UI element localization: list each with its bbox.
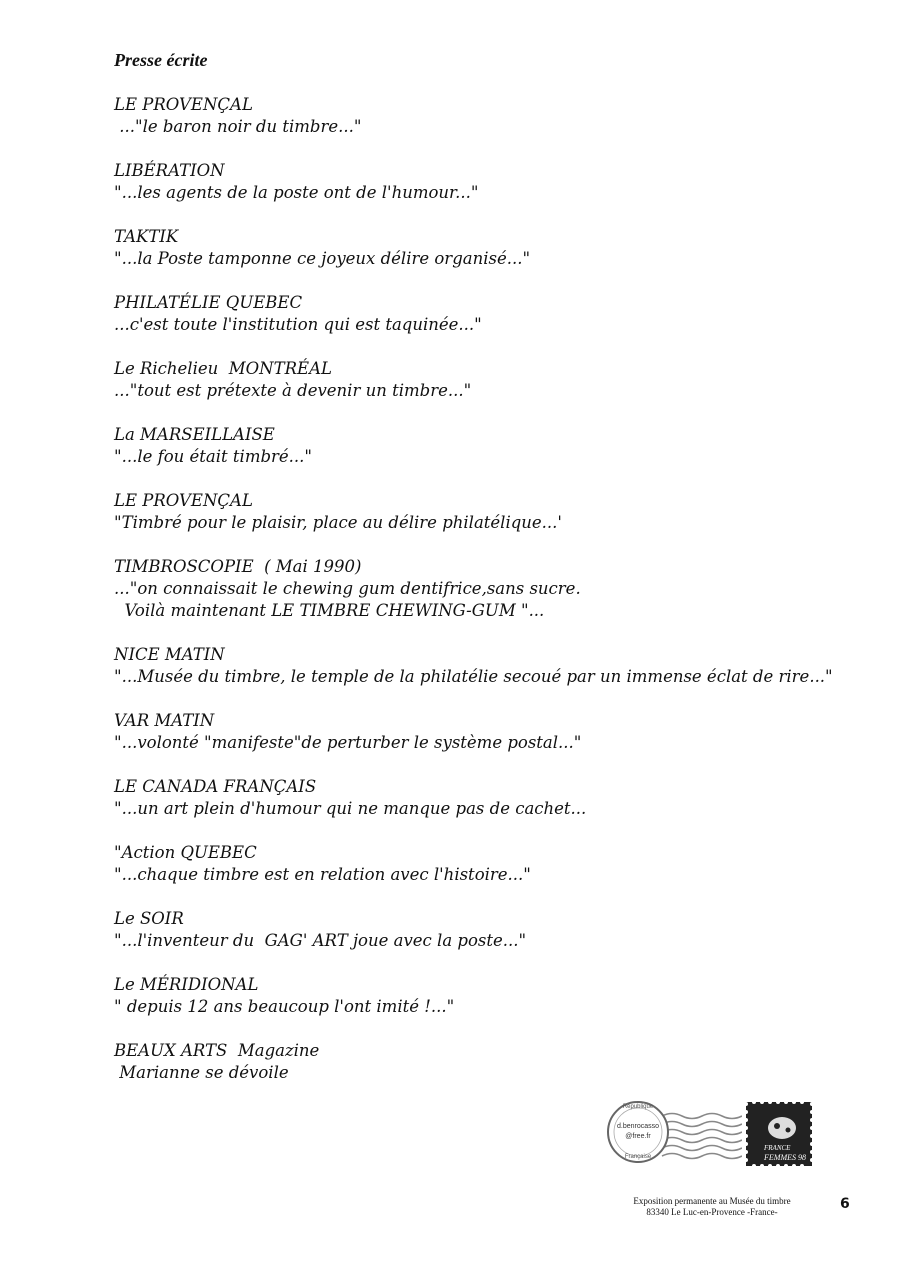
press-entry	[114, 776, 854, 842]
section-heading: Presse écrite	[114, 50, 208, 70]
press-quote: "...un art plein d'humour qui ne manque pas de cachet...	[114, 799, 587, 818]
postage-stamp-illustration	[606, 1094, 818, 1174]
press-quote: "...la Poste tamponne ce joyeux délire organisé..."	[114, 249, 531, 268]
press-quote: " depuis 12 ans beaucoup l'ont imité !..."	[114, 997, 455, 1016]
postmark-line2: @free.fr	[625, 1133, 651, 1140]
press-entry	[114, 908, 854, 974]
press-source: LIBÉRATION	[114, 161, 225, 180]
press-entry	[114, 842, 854, 908]
press-source: Le SOIR	[114, 909, 184, 928]
cancel-lines	[662, 1114, 742, 1159]
press-source: TIMBROSCOPIE ( Mai 1990)	[114, 557, 362, 576]
press-source: "Action QUEBEC	[114, 843, 257, 862]
press-quote: Marianne se dévoile	[114, 1063, 289, 1082]
press-source: BEAUX ARTS Magazine	[114, 1041, 320, 1060]
press-source: Le MÉRIDIONAL	[114, 975, 259, 994]
press-entry	[114, 556, 854, 644]
press-quote: "...le fou était timbré..."	[114, 447, 312, 466]
press-source: LE CANADA FRANÇAIS	[114, 777, 317, 796]
press-quote: ..."le baron noir du timbre..."	[114, 117, 362, 136]
press-source: NICE MATIN	[114, 645, 225, 664]
press-source: PHILATÉLIE QUEBEC	[114, 293, 303, 312]
stamp-svg	[606, 1094, 818, 1174]
press-quote: ..."on connaissait le chewing gum dentifrice,sans sucre.	[114, 579, 581, 598]
press-entry	[114, 226, 854, 292]
press-entry	[114, 644, 854, 710]
press-entry	[114, 974, 854, 1040]
stamp-line2: FEMMES 98	[764, 1153, 806, 1162]
postmark-bottom: Française	[624, 1154, 652, 1160]
press-source: La MARSEILLAISE	[114, 425, 275, 444]
postmark-top: République	[622, 1104, 654, 1110]
press-quote: "Timbré pour le plaisir, place au délire philatélique...'	[114, 513, 562, 532]
press-entry	[114, 424, 854, 490]
page-number: 6	[840, 1196, 850, 1212]
stamp-line1: FRANCE	[764, 1144, 791, 1152]
press-source: LE PROVENÇAL	[114, 491, 253, 510]
press-quote: ..."tout est prétexte à devenir un timbre..."	[114, 381, 472, 400]
press-entry	[114, 358, 854, 424]
footer-line2: 83340 Le Luc-en-Provence -France-	[646, 1207, 778, 1217]
postmark-line1: d.benrocasso	[616, 1123, 660, 1130]
press-source: TAKTIK	[114, 227, 179, 246]
press-quote: "...l'inventeur du GAG' ART joue avec la poste..."	[114, 931, 527, 950]
press-entry	[114, 292, 854, 358]
postmark-icon	[608, 1102, 668, 1162]
press-source: LE PROVENÇAL	[114, 95, 253, 114]
press-quote: "...Musée du timbre, le temple de la philatélie secoué par un immense éclat de rire..."	[114, 667, 833, 686]
press-entry	[114, 160, 854, 226]
press-source: VAR MATIN	[114, 711, 215, 730]
press-entry	[114, 94, 854, 160]
footer-line1: Exposition permanente au Musée du timbre	[633, 1196, 791, 1206]
press-source: Le Richelieu MONTRÉAL	[114, 359, 332, 378]
press-quote: "...chaque timbre est en relation avec l'histoire..."	[114, 865, 531, 884]
press-quote: Voilà maintenant LE TIMBRE CHEWING-GUM "...	[114, 601, 545, 620]
press-entry	[114, 710, 854, 776]
press-entry	[114, 490, 854, 556]
press-quote: ...c'est toute l'institution qui est taquinée..."	[114, 315, 482, 334]
press-quote: "...volonté "manifeste"de perturber le système postal..."	[114, 733, 582, 752]
stamp-icon	[742, 1098, 816, 1170]
press-quote: "...les agents de la poste ont de l'humour..."	[114, 183, 479, 202]
press-list	[114, 94, 854, 1106]
footer	[606, 1196, 818, 1218]
